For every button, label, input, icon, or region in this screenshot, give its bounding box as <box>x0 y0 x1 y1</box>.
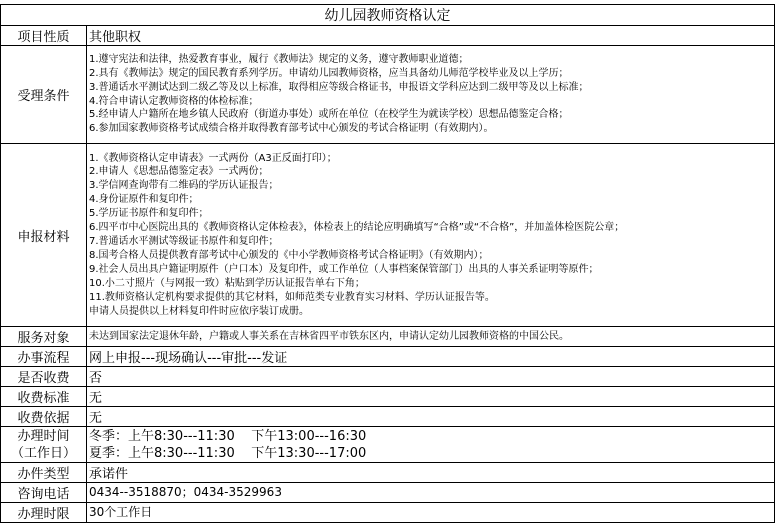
row-time-limit <box>1 503 775 523</box>
document-title: 幼儿园教师资格认定 <box>1 5 775 26</box>
materials-item: 1.《教师资格认定申请表》一式两份（A3正反面打印）； <box>89 152 337 164</box>
label-service-target: 服务对象 <box>1 327 87 347</box>
row-materials <box>1 144 775 327</box>
materials-item: 10.小二寸照片（与网报一致）粘贴到学历认证报告单右下角； <box>89 277 365 289</box>
value-doc-type: 承诺件 <box>87 463 775 483</box>
materials-item: 4.身份证原件和复印件； <box>89 194 199 206</box>
value-nature: 其他职权 <box>87 26 775 46</box>
label-charge-basis: 收费依据 <box>1 407 87 427</box>
label-hours-line1: 办理时间 <box>17 428 70 444</box>
acceptance-item: 4.符合申请认定教师资格的体检标准； <box>89 95 259 107</box>
materials-item: 8.国考合格人员提供教育部考试中心颁发的《中小学教师资格考试合格证明》（有效期内）； <box>89 249 489 261</box>
label-doc-type: 办件类型 <box>1 463 87 483</box>
row-doc-type <box>1 463 775 483</box>
value-phone: 0434--3518870；0434-3529963 <box>87 483 775 503</box>
label-materials: 申报材料 <box>1 144 87 327</box>
label-charge: 是否收费 <box>1 367 87 387</box>
row-charge-basis <box>1 407 775 427</box>
materials-list <box>87 144 775 327</box>
materials-item: 9.社会人员出具户籍证明原件（户口本）及复印件，或工作单位（人事档案保管部门）出具的人事关系证明等原件； <box>89 263 599 275</box>
label-hours-line2: （工作日） <box>10 445 76 461</box>
acceptance-item: 5.经申请人户籍所在地乡镇人民政府（街道办事处）或所在单位（在校学生为就读学校）思想品德鉴定合格； <box>89 109 569 121</box>
value-charge: 否 <box>87 367 775 387</box>
materials-item: 5.学历证书原件和复印件； <box>89 208 209 220</box>
row-hours <box>1 427 775 463</box>
label-charge-standard: 收费标准 <box>1 387 87 407</box>
value-hours <box>87 427 775 463</box>
row-charge-standard <box>1 387 775 407</box>
row-service-target <box>1 327 775 347</box>
value-process: 网上申报---现场确认---审批---发证 <box>87 347 775 367</box>
materials-item: 3.学信网查询带有二维码的学历认证报告； <box>89 180 279 192</box>
label-hours <box>1 427 87 463</box>
materials-item: 11.教师资格认定机构要求提供的其它材料，如师范类专业教育实习材料、学历认证报告等。 <box>89 291 495 303</box>
label-acceptance: 受理条件 <box>1 46 87 144</box>
materials-item: 2.申请人《思想品德鉴定表》一式两份； <box>89 166 269 178</box>
row-acceptance <box>1 46 775 144</box>
row-phone <box>1 483 775 503</box>
value-service-target: 未达到国家法定退休年龄，户籍或人事关系在吉林省四平市铁东区内，申请认定幼儿园教师资格的中国公民。 <box>87 327 775 347</box>
acceptance-item: 2.具有《教师法》规定的国民教育系列学历。申请幼儿园教师资格，应当具备幼儿师范学校毕业及以上学历； <box>89 67 569 79</box>
hours-winter: 冬季：上午8:30---11:30 下午13:00---16:30 <box>89 428 367 444</box>
label-process: 办事流程 <box>1 347 87 367</box>
row-process <box>1 347 775 367</box>
row-nature <box>1 26 775 46</box>
acceptance-list <box>87 46 775 144</box>
acceptance-item: 6.参加国家教师资格考试成绩合格并取得教育部考试中心颁发的考试合格证明（有效期内）。 <box>89 123 494 135</box>
row-charge <box>1 367 775 387</box>
value-charge-basis: 无 <box>87 407 775 427</box>
materials-item: 6.四平市中心医院出具的《教师资格认定体检表》，体检表上的结论应明确填写“合格”或“不合格”，并加盖体检医院公章； <box>89 222 625 234</box>
materials-item: 7.普通话水平测试等级证书原件和复印件； <box>89 236 279 247</box>
value-time-limit: 30个工作日 <box>87 503 775 523</box>
label-nature: 项目性质 <box>1 26 87 46</box>
label-phone: 咨询电话 <box>1 483 87 503</box>
label-time-limit: 办理时限 <box>1 503 87 523</box>
materials-item: 申请人员提供以上材料复印件时应依序装订成册。 <box>89 305 309 317</box>
info-table <box>0 4 775 523</box>
acceptance-item: 1.遵守宪法和法律，热爱教育事业，履行《教师法》规定的义务，遵守教师职业道德； <box>89 53 469 65</box>
hours-summer: 夏季：上午8:30---11:30 下午13:30---17:00 <box>89 445 367 461</box>
acceptance-item: 3.普通话水平测试达到二级乙等及以上标准，取得相应等级合格证书，申报语文学科应达到二级甲等及以上标准； <box>89 81 589 93</box>
value-charge-standard: 无 <box>87 387 775 407</box>
